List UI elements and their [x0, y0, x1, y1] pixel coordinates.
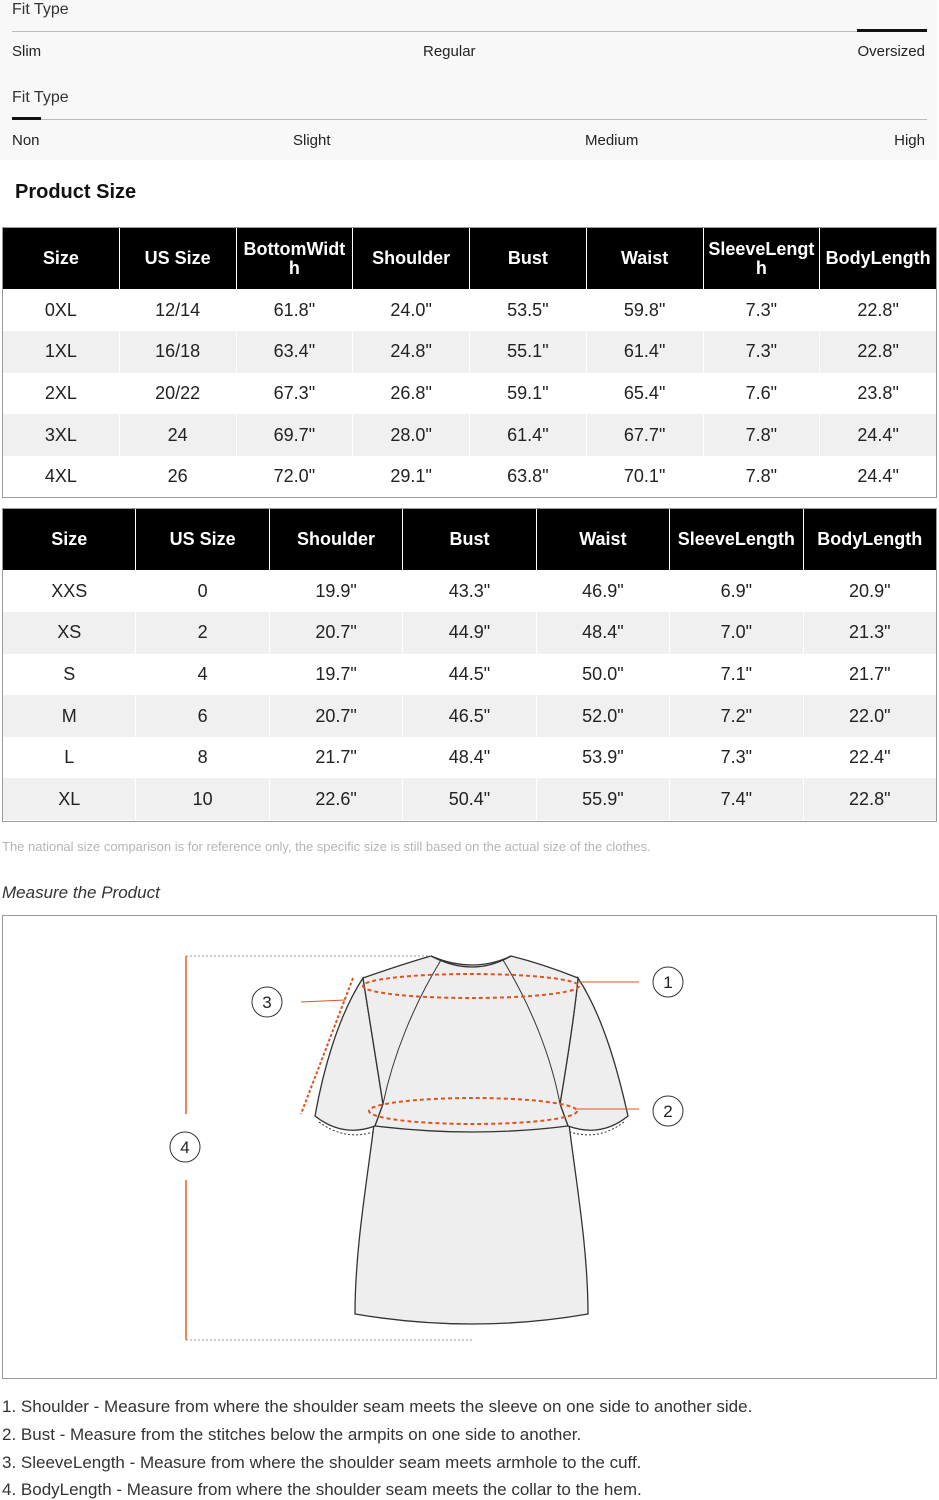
table-cell: 16/18 [119, 331, 236, 373]
table-cell: 7.6" [703, 373, 820, 415]
header-waist: Waist [586, 228, 703, 290]
table-cell: 26.8" [353, 373, 470, 415]
measurement-instructions [2, 1393, 752, 1500]
table-cell: 28.0" [353, 414, 470, 456]
table-cell: L [3, 737, 136, 779]
table-cell: 23.8" [820, 373, 937, 415]
table-cell: 7.3" [703, 290, 820, 332]
table-cell: 55.9" [536, 778, 669, 820]
table-cell: 61.4" [470, 414, 587, 456]
table-cell: 65.4" [586, 373, 703, 415]
table-cell: 46.9" [536, 571, 669, 613]
table-cell: 22.0" [803, 695, 936, 737]
table-cell: 43.3" [403, 571, 536, 613]
marker-3 [252, 987, 282, 1017]
table-cell: 22.8" [820, 290, 937, 332]
table-cell: 63.4" [236, 331, 353, 373]
table-cell: 2 [136, 612, 269, 654]
fit-type-selected-marker [12, 117, 41, 120]
table-cell: 26 [119, 456, 236, 498]
table-cell: 20.7" [269, 695, 402, 737]
table-cell: 44.5" [403, 654, 536, 696]
table-cell: 7.1" [670, 654, 803, 696]
table-cell: 7.0" [670, 612, 803, 654]
marker-4-label: 4 [180, 1138, 190, 1157]
header-shoulder: Shoulder [269, 509, 402, 571]
fit-label-non: Non [12, 132, 40, 149]
table-row [3, 778, 937, 820]
fit-label-slight: Slight [293, 132, 331, 149]
table-cell: 12/14 [119, 290, 236, 332]
header-body-length: BodyLength [803, 509, 936, 571]
table-cell: 48.4" [403, 737, 536, 779]
instruction-shoulder: 1. Shoulder - Measure from where the shoulder seam meets the sleeve on one side to another side. [2, 1397, 753, 1416]
size-reference-note: The national size comparison is for reference only, the specific size is still based on the actual size of the clothes. [2, 839, 651, 854]
table-cell: 61.4" [586, 331, 703, 373]
fit-type-panel [0, 0, 937, 160]
table-cell: 20.9" [803, 571, 936, 613]
fit-label-oversized: Oversized [857, 43, 925, 60]
header-sleeve-length: SleeveLength [670, 509, 803, 571]
plus-size-table [2, 227, 937, 497]
table-row [3, 571, 937, 613]
table-row [3, 737, 937, 779]
table-cell: 22.4" [803, 737, 936, 779]
table-cell: 44.9" [403, 612, 536, 654]
table-cell: 24.0" [353, 290, 470, 332]
measure-title: Measure the Product [2, 883, 160, 902]
table-cell: 67.7" [586, 414, 703, 456]
table-row [3, 414, 937, 456]
table-cell: S [3, 654, 136, 696]
table-cell: 63.8" [470, 456, 587, 498]
header-waist: Waist [536, 509, 669, 571]
table-row [3, 695, 937, 737]
table-header-row [3, 228, 937, 290]
table-cell: 3XL [3, 414, 120, 456]
table-cell: XS [3, 612, 136, 654]
table-cell: 7.4" [670, 778, 803, 820]
marker-2-label: 2 [663, 1102, 673, 1121]
instruction-bust: 2. Bust - Measure from the stitches below the armpits on one side to another. [2, 1424, 582, 1444]
fit-label-regular: Regular [423, 43, 476, 60]
table-cell: 19.9" [269, 571, 402, 613]
table-row [3, 331, 937, 373]
fit-type-track [12, 31, 927, 32]
table-cell: 22.6" [269, 778, 402, 820]
fit-type-title: Fit Type [12, 89, 69, 106]
table-cell: 7.8" [703, 414, 820, 456]
table-cell: 7.3" [703, 331, 820, 373]
table-cell: 1XL [3, 331, 120, 373]
header-sleeve-length: SleeveLength [703, 228, 820, 290]
header-bust: Bust [470, 228, 587, 290]
fit-type-track [12, 119, 927, 120]
table-cell: 52.0" [536, 695, 669, 737]
table-cell: 7.8" [703, 456, 820, 498]
header-size: Size [3, 509, 136, 571]
header-body-length: BodyLength [820, 228, 937, 290]
tshirt-body [355, 1116, 588, 1324]
table-cell: 20/22 [119, 373, 236, 415]
table-cell: 29.1" [353, 456, 470, 498]
marker-1 [653, 967, 683, 997]
table-cell: 46.5" [403, 695, 536, 737]
table-cell: 67.3" [236, 373, 353, 415]
table-cell: 21.3" [803, 612, 936, 654]
tshirt-torso [363, 956, 578, 1132]
instruction-body-length: 4. BodyLength - Measure from where the shoulder seam meets the collar to the hem. [2, 1480, 642, 1500]
table-cell: 6.9" [670, 571, 803, 613]
table-cell: 24 [119, 414, 236, 456]
table-cell: 6 [136, 695, 269, 737]
table-cell: 7.2" [670, 695, 803, 737]
table-cell: 7.3" [670, 737, 803, 779]
table-row [3, 456, 937, 498]
table-cell: 59.8" [586, 290, 703, 332]
table-row [3, 373, 937, 415]
table-cell: 24.4" [820, 456, 937, 498]
table-cell: 70.1" [586, 456, 703, 498]
marker-1-label: 1 [663, 973, 673, 992]
header-us-size: US Size [136, 509, 269, 571]
table-cell: 69.7" [236, 414, 353, 456]
table-cell: 19.7" [269, 654, 402, 696]
table-cell: XXS [3, 571, 136, 613]
fit-type-title: Fit Type [12, 1, 69, 18]
table-cell: 50.0" [536, 654, 669, 696]
header-shoulder: Shoulder [353, 228, 470, 290]
product-size-title: Product Size [15, 181, 137, 203]
table-cell: 4XL [3, 456, 120, 498]
table-cell: 24.8" [353, 331, 470, 373]
sleeve-leader-line [301, 1000, 345, 1002]
table-cell: 21.7" [269, 737, 402, 779]
table-cell: XL [3, 778, 136, 820]
tshirt-diagram [3, 916, 938, 1380]
table-cell: 48.4" [536, 612, 669, 654]
table-row [3, 290, 937, 332]
table-cell: 72.0" [236, 456, 353, 498]
fit-type-selected-marker [857, 29, 927, 32]
table-cell: 8 [136, 737, 269, 779]
table-cell: 53.9" [536, 737, 669, 779]
table-cell: 22.8" [820, 331, 937, 373]
fit-label-medium: Medium [585, 132, 639, 149]
header-bust: Bust [403, 509, 536, 571]
table-cell: 61.8" [236, 290, 353, 332]
instruction-sleeve-length: 3. SleeveLength - Measure from where the shoulder seam meets armhole to the cuff. [2, 1452, 642, 1472]
table-cell: 53.5" [470, 290, 587, 332]
regular-size-table [2, 508, 937, 820]
marker-3-label: 3 [262, 993, 272, 1012]
table-cell: 2XL [3, 373, 120, 415]
marker-4 [170, 1132, 200, 1162]
table-cell: 20.7" [269, 612, 402, 654]
table-cell: 4 [136, 654, 269, 696]
table-cell: 22.8" [803, 778, 936, 820]
table-cell: 55.1" [470, 331, 587, 373]
header-size: Size [3, 228, 120, 290]
table-header-row [3, 509, 937, 571]
table-cell: 0XL [3, 290, 120, 332]
table-cell: M [3, 695, 136, 737]
table-cell: 59.1" [470, 373, 587, 415]
table-cell: 10 [136, 778, 269, 820]
header-bottom-width: BottomWidth [236, 228, 353, 290]
table-cell: 24.4" [820, 414, 937, 456]
table-cell: 50.4" [403, 778, 536, 820]
fit-label-slim: Slim [12, 43, 42, 60]
fit-label-high: High [894, 132, 925, 149]
marker-2 [653, 1096, 683, 1126]
table-row [3, 612, 937, 654]
table-row [3, 654, 937, 696]
table-cell: 0 [136, 571, 269, 613]
table-cell: 21.7" [803, 654, 936, 696]
measurement-diagram [2, 915, 937, 1379]
header-us-size: US Size [119, 228, 236, 290]
